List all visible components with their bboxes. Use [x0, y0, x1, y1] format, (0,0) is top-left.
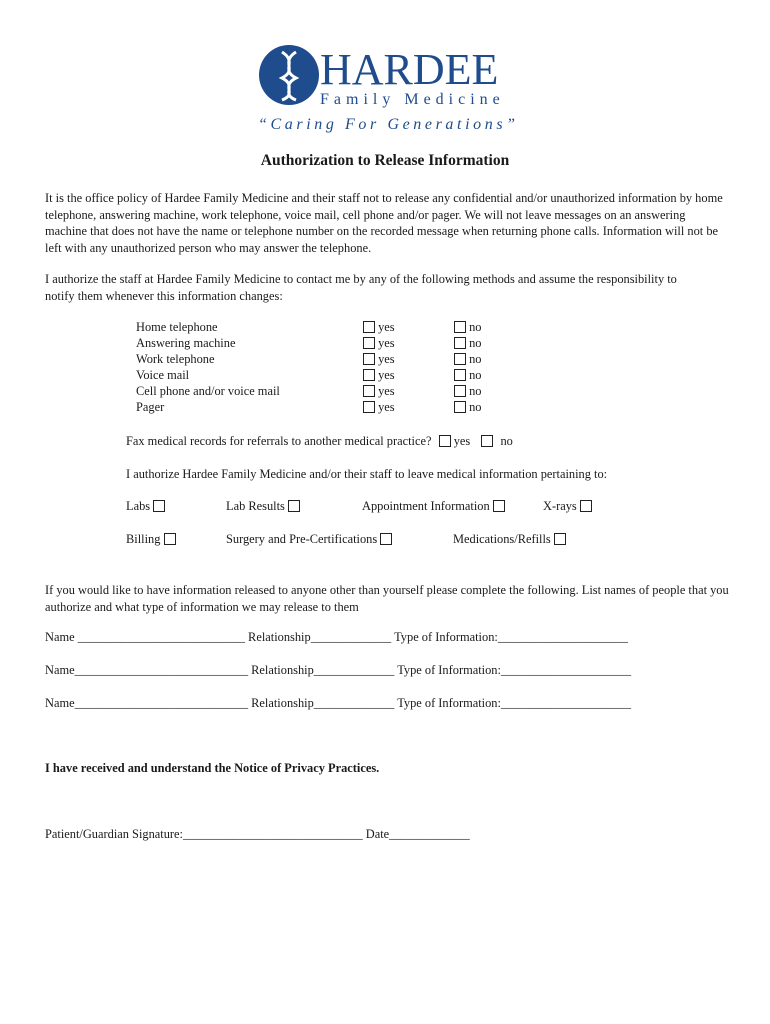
dna-helix-logo-icon [258, 44, 320, 106]
no-checkbox[interactable] [454, 385, 466, 397]
no-checkbox[interactable] [454, 321, 466, 333]
no-label: no [469, 400, 482, 414]
release-line-1[interactable]: Name ___________________________ Relationship_____________ Type of Information:_____________________ [45, 630, 628, 644]
medications-checkbox[interactable] [554, 533, 566, 545]
fax-no-label: no [500, 434, 513, 448]
info-type-label: Surgery and Pre-Certifications [226, 532, 378, 546]
info-type-xrays [543, 499, 592, 514]
no-label: no [469, 320, 482, 334]
info-type-label: Lab Results [226, 499, 285, 513]
yes-checkbox[interactable] [363, 337, 375, 349]
yes-label: yes [378, 400, 395, 414]
no-option [454, 368, 482, 383]
method-label: Home telephone [136, 320, 218, 334]
method-label: Pager [136, 400, 165, 414]
no-option [454, 352, 482, 367]
no-label: no [469, 352, 482, 366]
appointment-checkbox[interactable] [493, 500, 505, 512]
no-option [454, 320, 482, 335]
yes-label: yes [378, 320, 395, 334]
release-line-3[interactable]: Name____________________________ Relationship_____________ Type of Information:_____________________ [45, 696, 632, 710]
fax-question-row [126, 434, 513, 449]
billing-checkbox[interactable] [164, 533, 176, 545]
release-paragraph: If you would like to have information released to anyone other than yourself please complete the following. List names of people that you authorize and what type of information we may release to them [45, 583, 729, 614]
no-label: no [469, 384, 482, 398]
yes-option [363, 368, 395, 383]
info-type-label: Billing [126, 532, 161, 546]
method-label: Answering machine [136, 336, 236, 350]
org-subtitle: Family Medicine [320, 91, 505, 108]
info-type-lab-results [226, 499, 300, 514]
fax-yes-label: yes [453, 434, 471, 448]
org-name: HARDEE [320, 45, 499, 94]
no-label: no [469, 336, 482, 350]
no-checkbox[interactable] [454, 369, 466, 381]
method-label: Work telephone [136, 352, 215, 366]
yes-checkbox[interactable] [363, 385, 375, 397]
fax-yes-checkbox[interactable] [439, 435, 451, 447]
info-type-label: Medications/Refills [453, 532, 551, 546]
yes-option [363, 400, 395, 415]
authorize-paragraph: I authorize the staff at Hardee Family Medicine to contact me by any of the following methods and assume the responsibility to notify them whenever this information changes: [45, 272, 677, 303]
no-checkbox[interactable] [454, 401, 466, 413]
no-option [454, 384, 482, 399]
labs-checkbox[interactable] [153, 500, 165, 512]
yes-option [363, 336, 395, 351]
yes-option [363, 352, 395, 367]
policy-paragraph: It is the office policy of Hardee Family Medicine and their staff not to release any confidential and/or unauthorized information by home telephone, answering machine, work telephone, voice mail, cell phone and/or pager. We will not leave messages on an answering machine that does not have the name or telephone number on the recorded message when returning phone calls. Information will not be left with any unauthorized person who may answer the telephone. [45, 191, 723, 255]
xrays-checkbox[interactable] [580, 500, 592, 512]
yes-checkbox[interactable] [363, 369, 375, 381]
signature-line[interactable]: Patient/Guardian Signature:_____________________________ Date_____________ [45, 827, 470, 841]
fax-question: Fax medical records for referrals to another medical practice? [126, 434, 432, 448]
yes-label: yes [378, 368, 395, 382]
release-line-2[interactable]: Name____________________________ Relationship_____________ Type of Information:_____________________ [45, 663, 632, 677]
yes-option [363, 384, 395, 399]
yes-checkbox[interactable] [363, 353, 375, 365]
info-type-medications [453, 532, 566, 547]
info-type-appointment [362, 499, 505, 514]
method-label: Cell phone and/or voice mail [136, 384, 280, 398]
no-label: no [469, 368, 482, 382]
logo [258, 44, 520, 139]
yes-label: yes [378, 384, 395, 398]
info-type-labs [126, 499, 165, 514]
info-type-surgery [226, 532, 392, 547]
org-tagline: “Caring For Generations” [258, 116, 519, 133]
leave-info-text: I authorize Hardee Family Medicine and/or their staff to leave medical information pertaining to: [126, 467, 608, 481]
yes-checkbox[interactable] [363, 321, 375, 333]
info-type-label: X-rays [543, 499, 577, 513]
no-checkbox[interactable] [454, 353, 466, 365]
privacy-acknowledgement: I have received and understand the Notice of Privacy Practices. [45, 761, 380, 775]
no-option [454, 336, 482, 351]
info-type-label: Labs [126, 499, 151, 513]
page-title: Authorization to Release Information [260, 152, 510, 169]
yes-label: yes [378, 352, 395, 366]
no-checkbox[interactable] [454, 337, 466, 349]
lab-results-checkbox[interactable] [288, 500, 300, 512]
yes-checkbox[interactable] [363, 401, 375, 413]
yes-label: yes [378, 336, 395, 350]
info-type-billing [126, 532, 176, 547]
no-option [454, 400, 482, 415]
method-label: Voice mail [136, 368, 190, 382]
info-type-label: Appointment Information [362, 499, 490, 513]
fax-no-checkbox[interactable] [481, 435, 493, 447]
yes-option [363, 320, 395, 335]
surgery-checkbox[interactable] [380, 533, 392, 545]
